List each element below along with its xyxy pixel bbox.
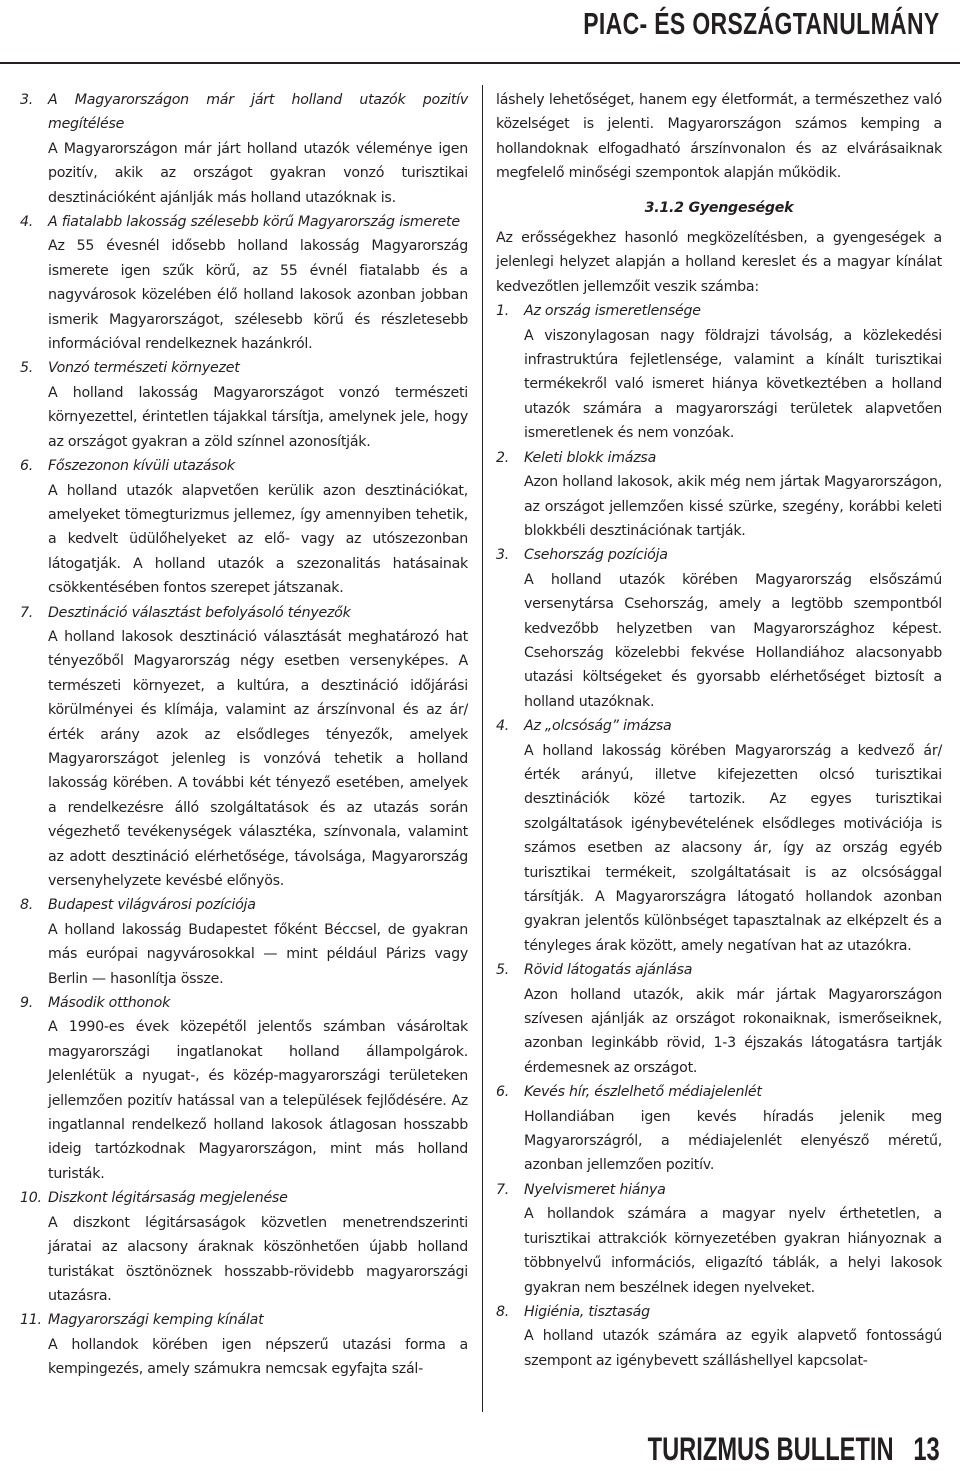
item-body: Az 55 évesnél idősebb holland lakosság Magyarország ismerete igen szűk körű, az 55 évnél fiatalabb és a nagyvárosok közelében élő holland lakosok azonban jobban ismerik Magyarországot, szélesebb körű és részletesebb információval rendelkeznek hazánkról. bbox=[48, 238, 468, 353]
item-body: A diszkont légitársaságok közvetlen menetrendszerinti járatai az alacsony áraknak köszönhetően újabb holland turistákat ösztönöznek hosszabb-rövidebb magyarországi utazásra. bbox=[48, 1214, 468, 1304]
strength-item bbox=[20, 991, 468, 1186]
item-number: 8. bbox=[496, 1303, 510, 1320]
item-body: A hollandok számára a magyar nyelv érthetetlen, a turisztikai attrakciók környezetében gyakran hiányoznak a többnyelvű információs, eligazító táblák, a helyi lakosok gyakran nem beszélnek idegen nyelveket. bbox=[524, 1206, 942, 1296]
item-number: 8. bbox=[20, 897, 34, 914]
weakness-item bbox=[496, 958, 942, 1080]
item-title: Az „olcsóság” imázsa bbox=[524, 718, 672, 735]
item-title: Kevés hír, észlelhető médiajelenlét bbox=[524, 1084, 762, 1101]
item-number: 4. bbox=[20, 214, 34, 231]
strength-item bbox=[20, 356, 468, 454]
item-body: A holland lakosság Budapestet főként Béccsel, de gyakran más európai nagyvárosokkal — mint például Párizs vagy Berlin — hasonlítja össze. bbox=[48, 921, 468, 987]
item-body: A holland utazók alapvetően kerülik azon desztinációkat, amelyeket tömegturizmus jellemez, így amennyiben tehetik, a kedvelt üdülőhelyeket az elő- vagy az utószezonban látogatják. A holland utazók a szezonalitás hatásainak csökkentésében fontos szerepet játszanak. bbox=[48, 482, 468, 597]
item-number: 4. bbox=[496, 718, 510, 735]
item-title: Az ország ismeretlensége bbox=[524, 303, 701, 320]
item-title: Desztináció választást befolyásoló tényezők bbox=[48, 604, 351, 621]
weakness-item bbox=[496, 446, 942, 544]
item-body: A hollandok körében igen népszerű utazási forma a kempingezés, amely számukra nemcsak egyfajta szál- bbox=[48, 1336, 468, 1378]
weakness-item bbox=[496, 299, 942, 445]
item-title: A fiatalabb lakosság szélesebb körű Magyarország ismerete bbox=[48, 214, 460, 231]
item-number: 3. bbox=[20, 92, 34, 108]
weakness-item bbox=[496, 1300, 942, 1373]
item-title: Vonzó természeti környezet bbox=[48, 360, 240, 377]
right-column bbox=[496, 88, 942, 1373]
item-body: A 1990-es évek közepétől jelentős számban vásároltak magyarországi ingatlanokat holland állampolgárok. Jelenlétük a nyugat-, és közép-magyarországi területeken jellemzően pozitív hatással van a települések fejlődésére. Az ingatlannal rendelkező holland lakosok átlagosan hosszabb ideig tartózkodnak Magyarországon, mint más holland turisták. bbox=[48, 1019, 468, 1182]
weakness-intro-paragraph: Az erősségekhez hasonló megközelítésben, a gyengeségek a jelenlegi helyzet alapján a holland kereslet és a magyar kínálat kedvezőtlen jellemzőit veszik számba: bbox=[496, 230, 942, 295]
strength-item bbox=[20, 454, 468, 600]
item-title: Második otthonok bbox=[48, 995, 171, 1012]
item-body: Azon holland utazók, akik már jártak Magyarországon szívesen ajánlják az országot rokonaiknak, ismerőseiknek, azonban leginkább rövid, 1-3 éjszakás látogatásra tartják érdemesnek az országot. bbox=[524, 986, 942, 1076]
item-body: A holland lakosok desztináció választását meghatározó hat tényezőből Magyarország négy esetben versenyképes. A természeti környezet, a kultúra, a desztináció időjárási körülményei és klímája, valamint az árszínvonal és az ár/érték arány azok az elsődleges tényezők, amelyek Magyarországot jelenleg is vonzóvá tehetik a holland lakosság körében. A további két tényező esetében, amelyek a rendelkezésre álló szolgáltatások és az utazás során végezhető tevékenységek választéka, színvonala, valamint az adott desztináció elérhetősége, távolsága, Magyarország versenyhelyzete kevésbé előnyös. bbox=[48, 628, 468, 889]
running-header: PIAC- ÉS ORSZÁGTANULMÁNY bbox=[583, 6, 940, 41]
item-title: Diszkont légitársaság megjelenése bbox=[48, 1190, 288, 1207]
item-body: A holland utazók körében Magyarország elsőszámú versenytársa Csehország, amely a legtöbb szempontból kedvezőbb helyzetben van Magyarországhoz képest. Csehország közelebbi fekvése Hollandiához alacsonyabb utazási költségeket és gyorsabb elérhetőséget biztosít a holland utazóknak. bbox=[524, 571, 942, 710]
strength-item bbox=[20, 1186, 468, 1308]
item-body: A holland lakosság körében Magyarország a kedvező ár/érték arányú, illetve kifejezetten olcsó turisztikai desztinációk közé tartozik. Az egyes turisztikai szolgáltatások igénybevételének elsődleges motivációja is számos esetben az alacsony ár, így az ország egyéb turisztikai termékeit, szolgáltatásait is az olcsósággal társítják. A Magyarországra látogató hollandok azonban gyakran jelentős különbséget tapasztalnak az elképzelt és a tényleges árak között, amely negatívan hat az utazókra. bbox=[524, 742, 942, 954]
item-number: 6. bbox=[496, 1084, 510, 1101]
right-intro-paragraph: láshely lehetőséget, hanem egy életformát, a természethez való közelséget is jelenti. Magyarországon számos kemping a hollandoknak elfogadható árszínvonalon és az elvárásaiknak megfelelő minőségi szempontok alapján működik. bbox=[496, 92, 942, 182]
item-number: 7. bbox=[20, 604, 34, 621]
item-number: 3. bbox=[496, 547, 510, 564]
item-number: 11. bbox=[20, 1312, 42, 1329]
item-number: 1. bbox=[496, 303, 510, 320]
item-body: A viszonylagosan nagy földrajzi távolság, a közlekedési infrastruktúra fejletlensége, valamint a kínált turisztikai termékekről való ismeret hiánya következtében a holland utazók számára a magyarországi területek alapvetően ismeretlenek és nem vonzóak. bbox=[524, 327, 942, 442]
strength-item bbox=[20, 893, 468, 991]
item-number: 6. bbox=[20, 458, 34, 475]
item-title: Keleti blokk imázsa bbox=[524, 449, 657, 466]
weakness-item bbox=[496, 1178, 942, 1300]
strength-item bbox=[20, 88, 468, 210]
section-heading: 3.1.2 Gyengeségek bbox=[644, 199, 794, 216]
weakness-item bbox=[496, 543, 942, 714]
column-divider bbox=[482, 85, 483, 1412]
footer-title: TURIZMUS BULLETIN bbox=[647, 1431, 894, 1467]
item-title: Rövid látogatás ajánlása bbox=[524, 962, 693, 979]
header-rule bbox=[0, 62, 960, 64]
item-title: Budapest világvárosi pozíciója bbox=[48, 897, 256, 914]
weakness-item bbox=[496, 1080, 942, 1178]
left-column bbox=[20, 88, 468, 1382]
item-title: A Magyarországon már járt holland utazók pozitív megítélése bbox=[48, 92, 468, 133]
item-number: 10. bbox=[20, 1190, 42, 1207]
strength-item bbox=[20, 601, 468, 894]
item-title: Higiénia, tisztaság bbox=[524, 1303, 650, 1320]
item-body: Azon holland lakosok, akik még nem jártak Magyarországon, az országot jellemzően kissé szürke, szegény, korábbi keleti blokkbéli desztinációnak tartják. bbox=[524, 474, 942, 539]
strength-item bbox=[20, 1308, 468, 1381]
item-body: A Magyarországon már járt holland utazók véleménye igen pozitív, akik az országot gyakran vonzó turisztikai desztinációként ajánlják más holland utazóknak is. bbox=[48, 140, 468, 206]
item-title: Magyarországi kemping kínálat bbox=[48, 1312, 264, 1329]
item-title: Főszezonon kívüli utazások bbox=[48, 458, 235, 475]
item-body: A holland lakosság Magyarországot vonzó természeti környezettel, érintetlen tájakkal társítja, amelynek jele, hogy az országot gyakran a zöld színnel azonosítják. bbox=[48, 384, 468, 450]
page-number: 13 bbox=[913, 1431, 940, 1467]
running-footer bbox=[648, 1431, 940, 1468]
item-body: Hollandiában igen kevés híradás jelenik meg Magyarországról, a médiajelenlét elenyésző méretű, azonban jellemzően pozitív. bbox=[524, 1108, 942, 1174]
item-title: Csehország pozíciója bbox=[524, 547, 668, 564]
weakness-item bbox=[496, 714, 942, 958]
weakness-list bbox=[496, 299, 942, 1373]
item-number: 5. bbox=[496, 962, 510, 979]
item-number: 7. bbox=[496, 1181, 510, 1198]
item-body: A holland utazók számára az egyik alapvető fontosságú szempont az igénybevett szálláshellyel kapcsolat- bbox=[524, 1328, 942, 1369]
strength-item bbox=[20, 210, 468, 356]
item-number: 9. bbox=[20, 995, 34, 1012]
item-number: 5. bbox=[20, 360, 34, 377]
item-title: Nyelvismeret hiánya bbox=[524, 1181, 666, 1198]
item-number: 2. bbox=[496, 449, 510, 466]
